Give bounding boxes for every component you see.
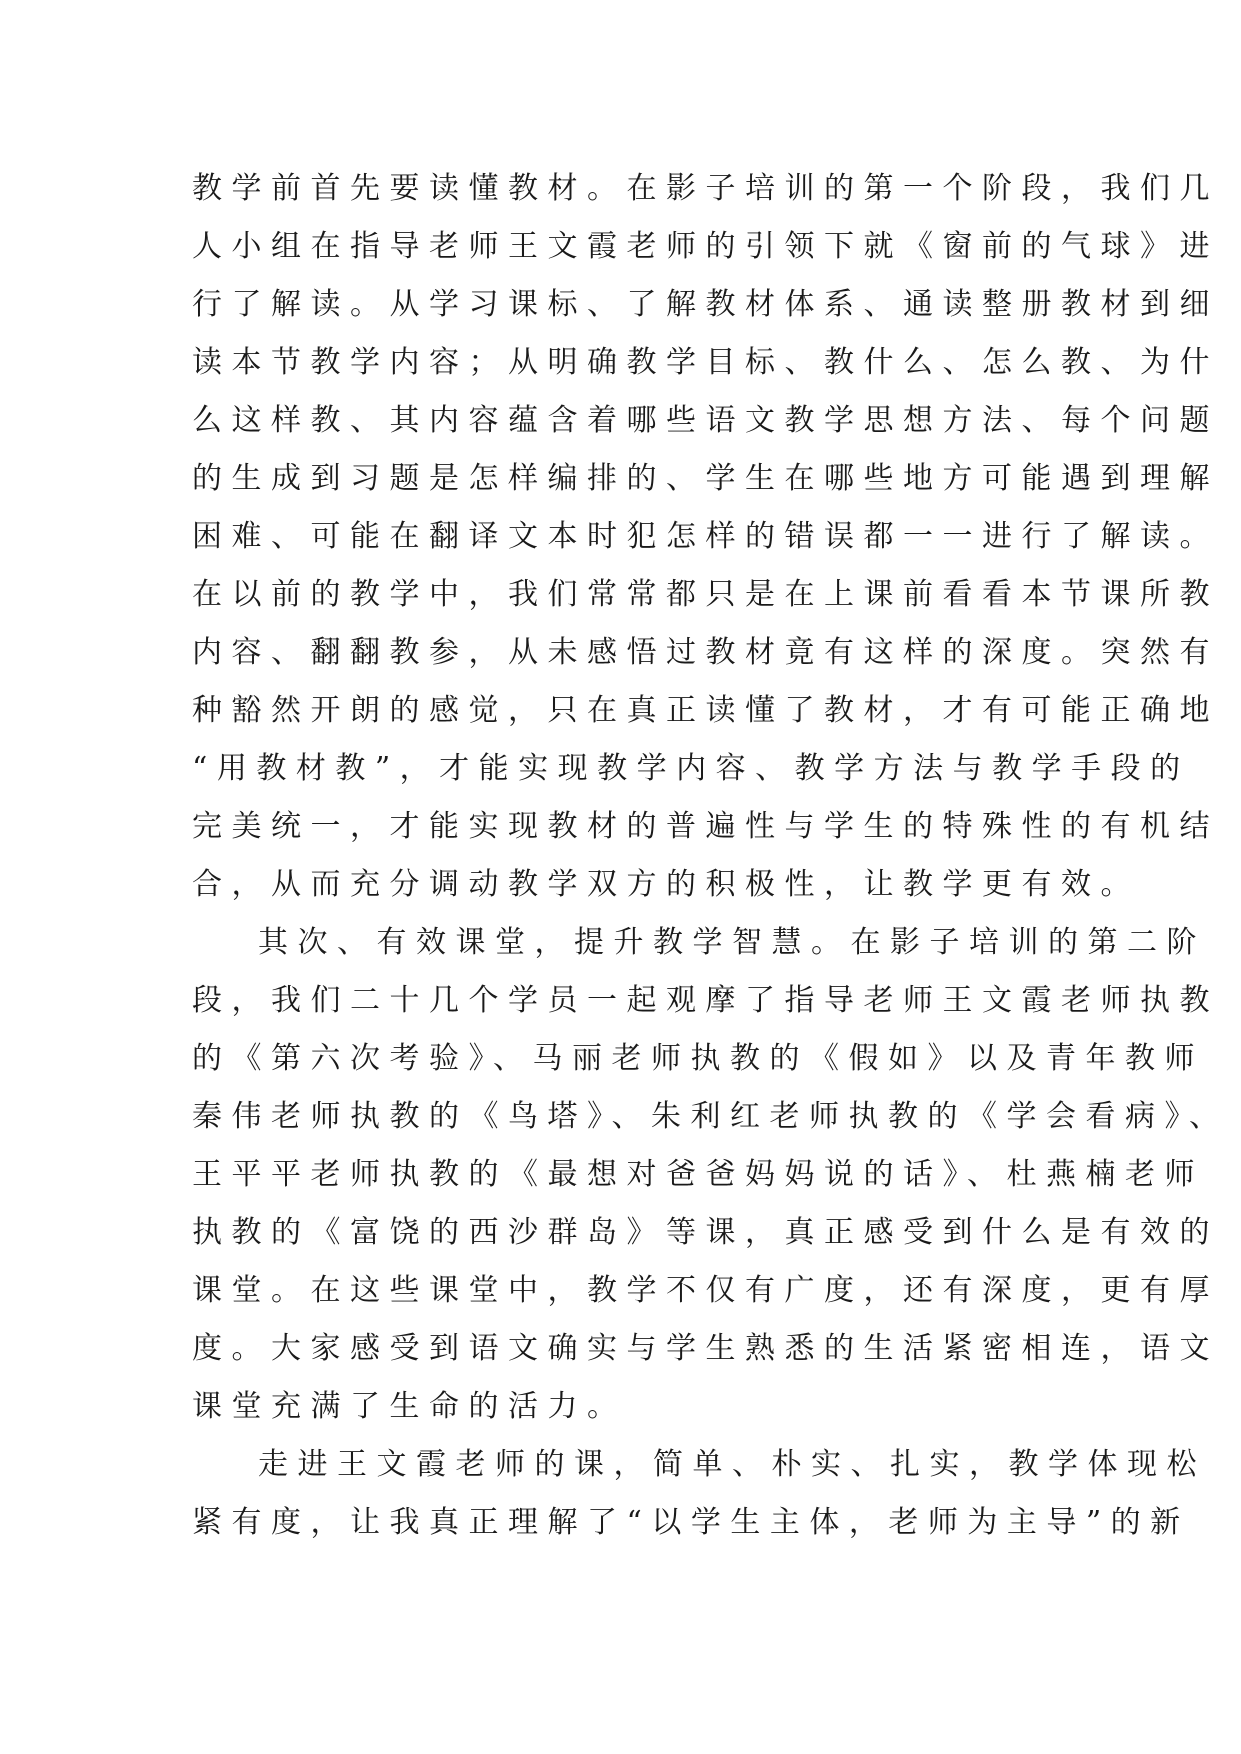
text-line: 的生成到习题是怎样编排的、学生在哪些地方可能遇到理解	[192, 461, 1219, 496]
paragraph-start-line: 走进王文霞老师的课，简单、朴实、扎实，教学体现松	[258, 1447, 1206, 1482]
text-line: 困难、可能在翻译文本时犯怎样的错误都一一进行了解读。	[192, 519, 1219, 554]
text-line: 的《第六次考验》、马丽老师执教的《假如》以及青年教师	[192, 1041, 1204, 1076]
text-line: 课堂充满了生命的活力。	[192, 1389, 627, 1424]
text-line: 段，我们二十几个学员一起观摩了指导老师王文霞老师执教	[192, 983, 1219, 1018]
paragraph-start-line: 其次、有效课堂，提升教学智慧。在影子培训的第二阶	[258, 925, 1206, 960]
text-line: 执教的《富饶的西沙群岛》等课，真正感受到什么是有效的	[192, 1215, 1219, 1250]
text-line: 教学前首先要读懂教材。在影子培训的第一个阶段，我们几	[192, 171, 1219, 206]
text-line: “用教材教”，才能实现教学内容、教学方法与教学手段的	[192, 751, 1190, 786]
text-line: 秦伟老师执教的《鸟塔》、朱利红老师执教的《学会看病》、	[192, 1099, 1229, 1134]
text-line: 紧有度，让我真正理解了“以学生主体，老师为主导”的新	[192, 1505, 1190, 1540]
text-line: 合，从而充分调动教学双方的积极性，让教学更有效。	[192, 867, 1140, 902]
text-line: 读本节教学内容；从明确教学目标、教什么、怎么教、为什	[192, 345, 1219, 380]
text-line: 课堂。在这些课堂中，教学不仅有广度，还有深度，更有厚	[192, 1273, 1219, 1308]
text-line: 种豁然开朗的感觉，只在真正读懂了教材，才有可能正确地	[192, 693, 1219, 728]
text-line: 人小组在指导老师王文霞老师的引领下就《窗前的气球》进	[192, 229, 1219, 264]
text-line: 内容、翻翻教参，从未感悟过教材竟有这样的深度。突然有	[192, 635, 1219, 670]
text-line: 么这样教、其内容蕴含着哪些语文教学思想方法、每个问题	[192, 403, 1219, 438]
text-line: 完美统一，才能实现教材的普遍性与学生的特殊性的有机结	[192, 809, 1219, 844]
text-line: 在以前的教学中，我们常常都只是在上课前看看本节课所教	[192, 577, 1219, 612]
text-line: 度。大家感受到语文确实与学生熟悉的生活紧密相连，语文	[192, 1331, 1219, 1366]
text-line: 行了解读。从学习课标、了解教材体系、通读整册教材到细	[192, 287, 1219, 322]
text-line: 王平平老师执教的《最想对爸爸妈妈说的话》、杜燕楠老师	[192, 1157, 1204, 1192]
